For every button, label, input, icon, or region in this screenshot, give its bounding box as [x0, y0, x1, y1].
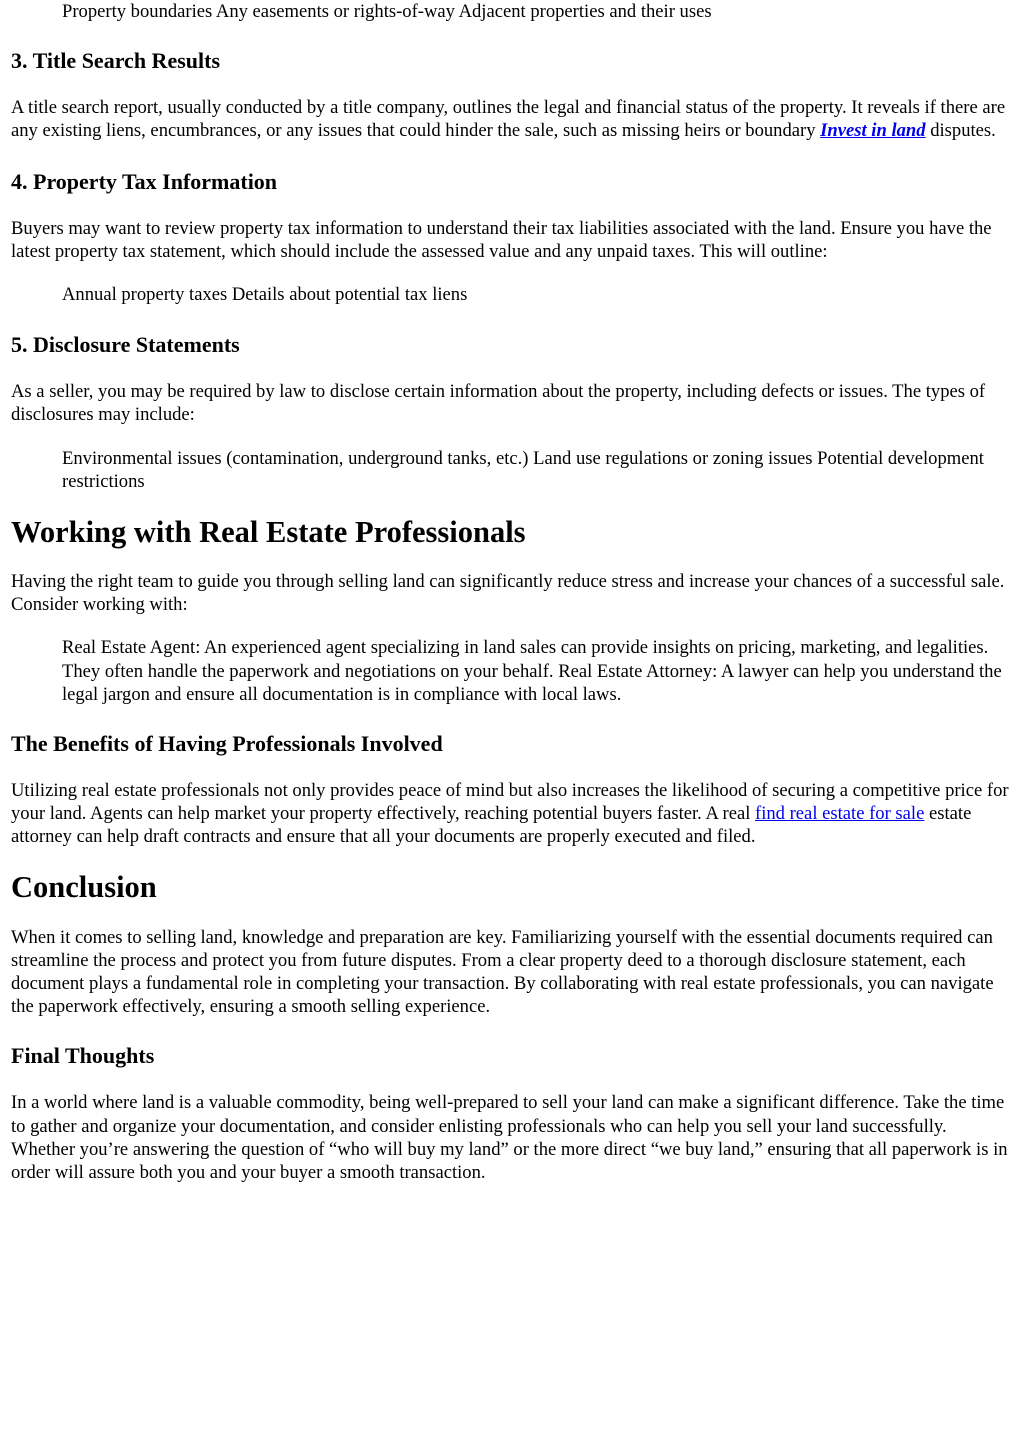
working-paragraph: Having the right team to guide you through selling land can significantly reduce stress and increase your chances of a successful sale. Consider working with:	[11, 571, 1005, 616]
intro-list-quote: Property boundaries Any easements or rights-of-way Adjacent properties and their uses	[62, 1, 712, 22]
conclusion-paragraph: When it comes to selling land, knowledge and preparation are key. Familiarizing yourself with the essential documents required can streamline the process and protect you from future disputes. From a clear property deed to a thorough disclosure statement, each document plays a fundamental role in completing your transaction. By collaborating with real estate professionals, you can navigate the paperwork effectively, ensuring a smooth selling experience.	[11, 926, 994, 1018]
working-heading: Working with Real Estate Professionals	[11, 515, 526, 550]
final-thoughts-paragraph: In a world where land is a valuable commodity, being well-prepared to sell your land can make a significant difference. Take the time to gather and organize your documentation, and consider enlisting professionals who can help you sell your land successfully. Whether you’re answering the question of “who will buy my land” or the more direct “we buy land,” ensuring that all paperwork is in order will assure both you and your buyer a smooth transaction.	[11, 1092, 1008, 1184]
conclusion-heading: Conclusion	[11, 869, 157, 904]
benefits-heading: The Benefits of Having Professionals Involved	[11, 731, 443, 757]
find-real-estate-link[interactable]: find real estate for sale	[755, 803, 925, 825]
working-list-quote: Real Estate Agent: An experienced agent specializing in land sales can provide insights on pricing, marketing, and legalities. They often handle the paperwork and negotiations on your behalf. Real Estate Attorney: A lawyer can help you understand the legal jargon and ensure all documentation is in compliance with local laws.	[62, 637, 1002, 705]
disclosure-heading: 5. Disclosure Statements	[11, 332, 240, 358]
title-search-heading: 3. Title Search Results	[11, 48, 221, 74]
disclosure-list-quote: Environmental issues (contamination, underground tanks, etc.) Land use regulations or zoning issues Potential development restrictions	[62, 447, 984, 492]
disclosure-paragraph: As a seller, you may be required by law to disclose certain information about the property, including defects or issues. The types of disclosures may include:	[11, 381, 986, 426]
property-tax-heading: 4. Property Tax Information	[11, 168, 278, 194]
title-search-text-after: disputes.	[925, 120, 996, 142]
title-search-paragraph	[11, 96, 1013, 142]
benefits-paragraph	[11, 779, 1013, 849]
property-tax-paragraph: Buyers may want to review property tax information to understand their tax liabilities associated with the land. Ensure you have the latest property tax statement, which should include the assessed value and any unpaid taxes. This will outline:	[11, 217, 992, 262]
invest-in-land-link[interactable]: Invest in land	[820, 120, 926, 142]
property-tax-list-quote: Annual property taxes Details about potential tax liens	[62, 284, 468, 306]
title-search-text-before: A title search report, usually conducted by a title company, outlines the legal and financial status of the property. It reveals if there are any existing liens, encumbrances, or any issues that could hinder the sale, such as missing heirs or boundary	[11, 97, 1006, 142]
benefits-text-before: Utilizing real estate professionals not only provides peace of mind but also increases the likelihood of securing a competitive price for your land. Agents can help market your property effectively, reaching potential buyers faster. A real	[11, 780, 1009, 825]
final-thoughts-heading: Final Thoughts	[11, 1043, 155, 1069]
benefits-text-after: estate attorney can help draft contracts and ensure that all your documents are properly executed and filed.	[11, 803, 972, 848]
